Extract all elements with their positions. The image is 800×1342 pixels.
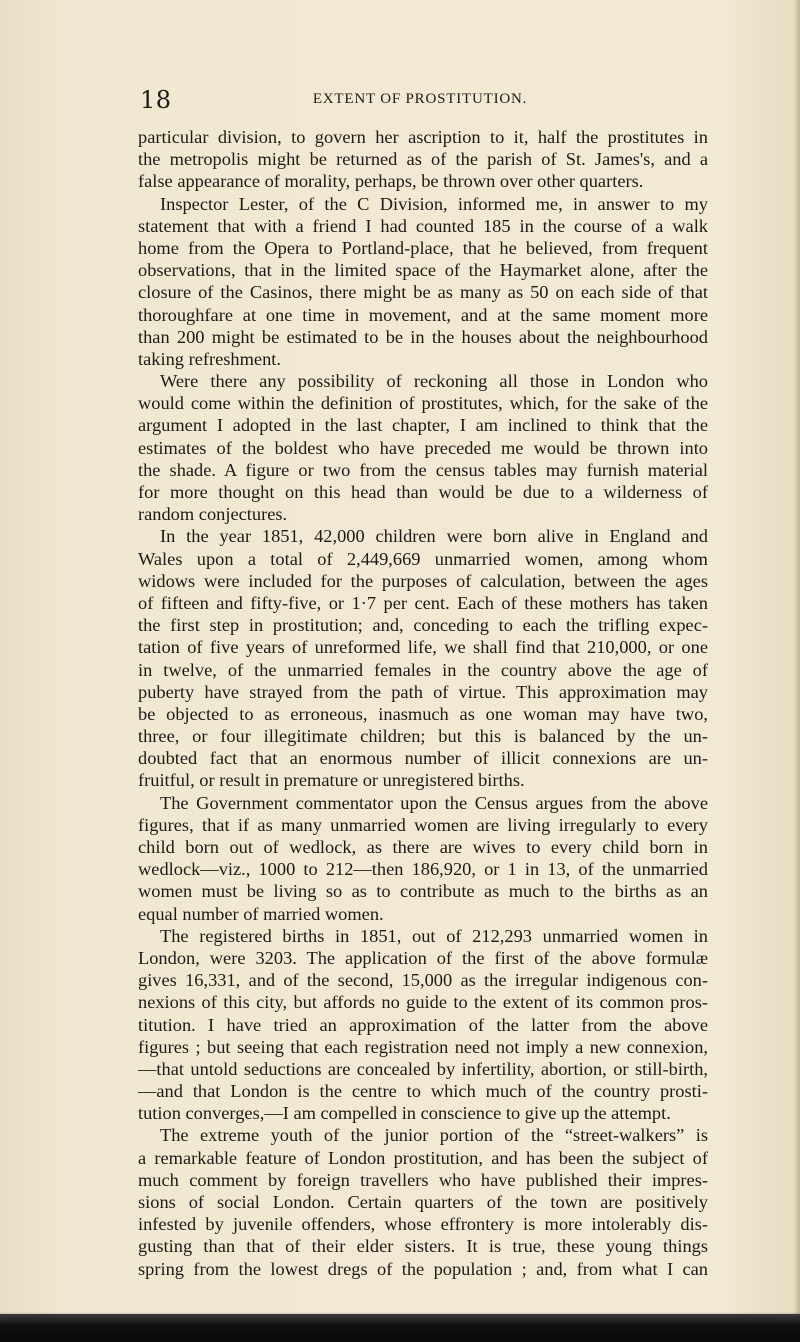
text-line: infested by juvenile offenders, whose effrontery is more intolerably dis- <box>138 1214 708 1235</box>
text-line: puberty have strayed from the path of virtue. This approximation may <box>138 681 708 702</box>
text-line: doubted fact that an enormous number of illicit connexions are un- <box>138 748 708 769</box>
text-line: The extreme youth of the junior portion of the “street-walkers” is <box>160 1125 708 1146</box>
text-line: a remarkable feature of London prostitution, and has been the subject of <box>138 1147 708 1168</box>
text-line: London, were 3203. The application of the first of the above formulæ <box>138 947 708 968</box>
text-line: thoroughfare at one time in movement, and at the same moment more <box>138 304 708 325</box>
text-line: taking refreshment. <box>138 348 281 369</box>
text-line: false appearance of morality, perhaps, be thrown over other quarters. <box>138 171 644 192</box>
text-line: random conjectures. <box>138 504 288 525</box>
text-line: —and that London is the centre to which much of the country prosti- <box>138 1081 708 1102</box>
text-line: the shade. A figure or two from the census tables may furnish material <box>138 459 708 480</box>
text-line: The registered births in 1851, out of 212,293 unmarried women in <box>160 925 708 946</box>
text-line: much comment by foreign travellers who have published their impres- <box>138 1169 708 1190</box>
text-line: child born out of wedlock, as there are wives to every child born in <box>138 837 708 857</box>
body-text <box>138 126 708 1280</box>
text-line: home from the Opera to Portland-place, that he believed, from frequent <box>138 237 708 258</box>
text-line: would come within the definition of prostitutes, which, for the sake of the <box>138 393 708 414</box>
text-line: titution. I have tried an approximation of the latter from the above <box>138 1014 708 1035</box>
text-line: The Government commentator upon the Census argues from the above <box>160 792 708 813</box>
text-line: —that untold seductions are concealed by infertility, abortion, or still-birth, <box>138 1058 708 1079</box>
text-line: spring from the lowest dregs of the population ; and, from what I can <box>138 1258 708 1279</box>
text-line: the first step in prostitution; and, conceding to each the trifling expec- <box>138 615 708 636</box>
text-line: fruitful, or result in premature or unregistered births. <box>138 770 525 791</box>
text-line: observations, that in the limited space of the Haymarket alone, after the <box>138 260 708 281</box>
text-line: in twelve, of the unmarried females in the country above the age of <box>138 659 708 680</box>
text-line: tation of five years of unreformed life, we shall find that 210,000, or one <box>138 637 708 658</box>
text-line: wedlock—viz., 1000 to 212—then 186,920, or 1 in 13, of the unmarried <box>138 859 708 880</box>
text-line: gives 16,331, and of the second, 15,000 as the irregular indigenous con- <box>138 970 708 991</box>
text-line: than 200 might be estimated to be in the houses about the neighbourhood <box>138 326 708 347</box>
text-line: Inspector Lester, of the C Division, informed me, in answer to my <box>160 193 708 214</box>
text-line: closure of the Casinos, there might be as many as 50 on each side of that <box>138 282 708 303</box>
page-edge-shadow <box>794 0 800 1342</box>
text-line: equal number of married women. <box>138 903 384 924</box>
text-line: figures ; but seeing that each registration need not imply a new connexion, <box>138 1036 708 1057</box>
text-line: sions of social London. Certain quarters of the town are positively <box>138 1192 708 1212</box>
text-line: women must be living so as to contribute as much to the births as an <box>138 881 708 902</box>
text-line: of fifteen and fifty-five, or 1·7 per cent. Each of these mothers has taken <box>138 592 708 613</box>
text-line: nexions of this city, but affords no guide to the extent of its common pros- <box>138 992 708 1013</box>
text-line: Wales upon a total of 2,449,669 unmarried women, among whom <box>138 548 708 569</box>
text-line: the metropolis might be returned as of the parish of St. James's, and a <box>138 149 708 170</box>
text-line: figures, that if as many unmarried women are living irregularly to every <box>138 814 708 835</box>
text-line: argument I adopted in the last chapter, I am inclined to think that the <box>138 415 708 436</box>
text-line: gusting than that of their elder sisters. It is true, these young things <box>138 1236 708 1257</box>
text-line: estimates of the boldest who have preceded me would be thrown into <box>138 437 708 458</box>
text-line: In the year 1851, 42,000 children were born alive in England and <box>160 526 708 547</box>
text-line: be objected to as erroneous, inasmuch as one woman may have two, <box>138 703 708 724</box>
text-line: three, or four illegitimate children; but this is balanced by the un- <box>138 726 708 747</box>
text-line: statement that with a friend I had counted 185 in the course of a walk <box>138 215 708 236</box>
text-line: tution converges,—I am compelled in conscience to give up the attempt. <box>138 1103 671 1124</box>
scan-bottom-edge <box>0 1314 800 1342</box>
page-header <box>140 86 700 116</box>
running-title: EXTENT OF PROSTITUTION. <box>312 91 528 107</box>
text-line: for more thought on this head than would be due to a wilderness of <box>138 482 708 502</box>
text-line: particular division, to govern her ascription to it, half the prostitutes in <box>138 127 708 147</box>
text-line: Were there any possibility of reckoning all those in London who <box>160 371 708 392</box>
text-line: widows were included for the purposes of calculation, between the ages <box>138 570 708 591</box>
page-number: 18 <box>140 86 172 114</box>
